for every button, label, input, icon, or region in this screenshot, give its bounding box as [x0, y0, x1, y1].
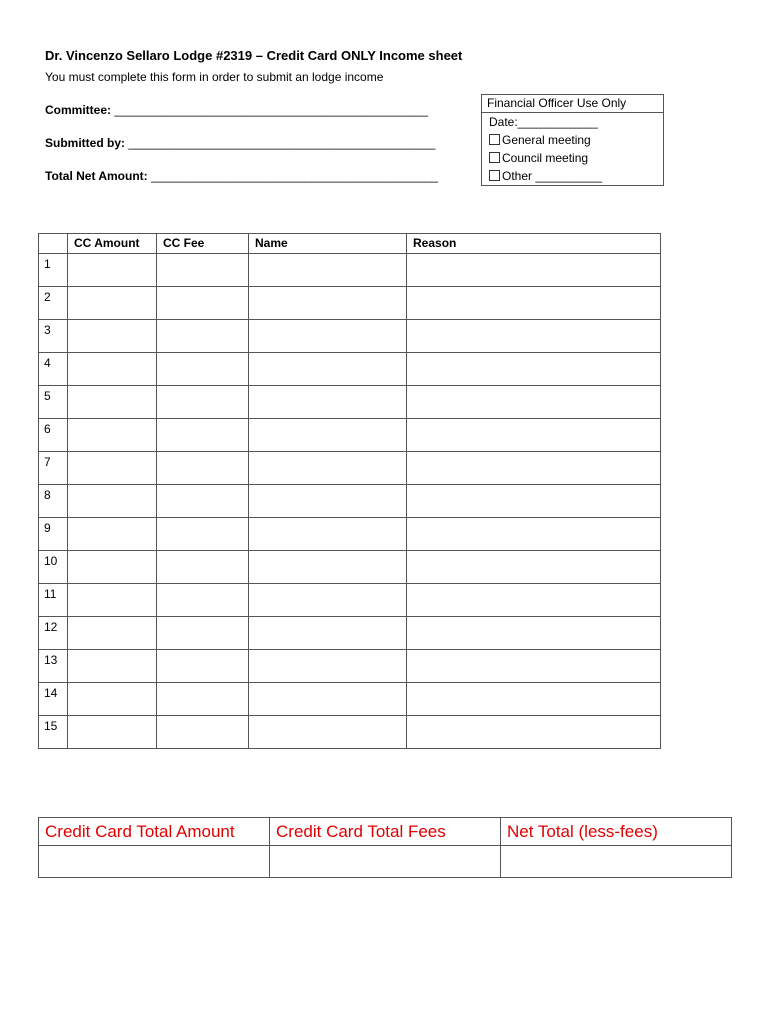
credit-card-total-fees-header: Credit Card Total Fees	[270, 818, 501, 846]
header-cc-amount: CC Amount	[68, 234, 157, 254]
cc-fee-cell[interactable]	[157, 254, 249, 287]
table-row	[39, 584, 661, 617]
totals-header-row	[39, 818, 732, 846]
credit-card-total-amount-header: Credit Card Total Amount	[39, 818, 270, 846]
row-number: 2	[39, 287, 68, 320]
financial-officer-heading: Financial Officer Use Only	[482, 95, 663, 113]
credit-card-total-fees-cell[interactable]	[270, 846, 501, 878]
table-row	[39, 320, 661, 353]
reason-cell[interactable]	[407, 683, 661, 716]
reason-cell[interactable]	[407, 716, 661, 749]
checkbox-icon[interactable]	[489, 134, 500, 145]
row-number: 7	[39, 452, 68, 485]
cc-amount-cell[interactable]	[68, 617, 157, 650]
table-row	[39, 287, 661, 320]
name-cell[interactable]	[249, 452, 407, 485]
header-cc-fee: CC Fee	[157, 234, 249, 254]
name-cell[interactable]	[249, 551, 407, 584]
name-cell[interactable]	[249, 683, 407, 716]
name-cell[interactable]	[249, 320, 407, 353]
cc-amount-cell[interactable]	[68, 485, 157, 518]
form-title: Dr. Vincenzo Sellaro Lodge #2319 – Credit Card ONLY Income sheet	[45, 48, 463, 63]
cc-amount-cell[interactable]	[68, 518, 157, 551]
reason-cell[interactable]	[407, 419, 661, 452]
cc-fee-cell[interactable]	[157, 353, 249, 386]
table-row	[39, 518, 661, 551]
submitted-by-line[interactable]: ______________________________________________	[128, 136, 436, 150]
row-number: 8	[39, 485, 68, 518]
submitted-by-label: Submitted by:	[45, 136, 125, 150]
name-cell[interactable]	[249, 485, 407, 518]
financial-officer-date[interactable]: Date:____________	[489, 115, 598, 129]
row-number: 10	[39, 551, 68, 584]
cc-fee-cell[interactable]	[157, 452, 249, 485]
row-number: 3	[39, 320, 68, 353]
net-total-cell[interactable]	[501, 846, 732, 878]
reason-cell[interactable]	[407, 353, 661, 386]
cc-amount-cell[interactable]	[68, 320, 157, 353]
cc-fee-cell[interactable]	[157, 419, 249, 452]
name-cell[interactable]	[249, 254, 407, 287]
cc-fee-cell[interactable]	[157, 584, 249, 617]
net-total-header: Net Total (less-fees)	[501, 818, 732, 846]
financial-officer-box	[481, 94, 664, 186]
totals-value-row	[39, 846, 732, 878]
reason-cell[interactable]	[407, 551, 661, 584]
header-number	[39, 234, 68, 254]
cc-amount-cell[interactable]	[68, 716, 157, 749]
reason-cell[interactable]	[407, 320, 661, 353]
reason-cell[interactable]	[407, 452, 661, 485]
total-net-amount-field[interactable]	[45, 169, 438, 183]
table-row	[39, 551, 661, 584]
table-row	[39, 485, 661, 518]
checkbox-icon[interactable]	[489, 170, 500, 181]
row-number: 6	[39, 419, 68, 452]
row-number: 12	[39, 617, 68, 650]
cc-amount-cell[interactable]	[68, 584, 157, 617]
cc-fee-cell[interactable]	[157, 617, 249, 650]
reason-cell[interactable]	[407, 584, 661, 617]
checkbox-icon[interactable]	[489, 152, 500, 163]
table-row	[39, 353, 661, 386]
option-council-meeting[interactable]: Council meeting	[482, 149, 663, 167]
cc-fee-cell[interactable]	[157, 683, 249, 716]
reason-cell[interactable]	[407, 287, 661, 320]
cc-amount-cell[interactable]	[68, 683, 157, 716]
name-cell[interactable]	[249, 617, 407, 650]
committee-label: Committee:	[45, 103, 112, 117]
cc-fee-cell[interactable]	[157, 650, 249, 683]
cc-amount-cell[interactable]	[68, 287, 157, 320]
table-row	[39, 650, 661, 683]
income-table	[38, 233, 661, 749]
cc-fee-cell[interactable]	[157, 386, 249, 419]
reason-cell[interactable]	[407, 617, 661, 650]
name-cell[interactable]	[249, 584, 407, 617]
cc-fee-cell[interactable]	[157, 716, 249, 749]
option-general-meeting[interactable]: General meeting	[482, 131, 663, 149]
table-row	[39, 254, 661, 287]
cc-fee-cell[interactable]	[157, 551, 249, 584]
cc-amount-cell[interactable]	[68, 452, 157, 485]
row-number: 9	[39, 518, 68, 551]
name-cell[interactable]	[249, 287, 407, 320]
header-name: Name	[249, 234, 407, 254]
row-number: 15	[39, 716, 68, 749]
name-cell[interactable]	[249, 353, 407, 386]
table-row	[39, 419, 661, 452]
cc-fee-cell[interactable]	[157, 320, 249, 353]
name-cell[interactable]	[249, 650, 407, 683]
cc-amount-cell[interactable]	[68, 254, 157, 287]
table-row	[39, 386, 661, 419]
row-number: 13	[39, 650, 68, 683]
header-reason: Reason	[407, 234, 661, 254]
cc-amount-cell[interactable]	[68, 650, 157, 683]
row-number: 1	[39, 254, 68, 287]
submitted-by-field[interactable]	[45, 136, 435, 150]
committee-line[interactable]: _______________________________________________	[114, 103, 429, 117]
name-cell[interactable]	[249, 716, 407, 749]
totals-table	[38, 817, 732, 878]
cc-amount-cell[interactable]	[68, 386, 157, 419]
table-row	[39, 452, 661, 485]
name-cell[interactable]	[249, 419, 407, 452]
total-net-amount-line[interactable]: ___________________________________________	[151, 169, 438, 183]
table-row	[39, 617, 661, 650]
cc-amount-cell[interactable]	[68, 551, 157, 584]
row-number: 14	[39, 683, 68, 716]
cc-amount-cell[interactable]	[68, 419, 157, 452]
row-number: 11	[39, 584, 68, 617]
table-row	[39, 716, 661, 749]
name-cell[interactable]	[249, 518, 407, 551]
total-net-amount-label: Total Net Amount:	[45, 169, 148, 183]
row-number: 4	[39, 353, 68, 386]
committee-field[interactable]	[45, 103, 428, 117]
reason-cell[interactable]	[407, 485, 661, 518]
reason-cell[interactable]	[407, 650, 661, 683]
cc-fee-cell[interactable]	[157, 287, 249, 320]
cc-fee-cell[interactable]	[157, 485, 249, 518]
table-header-row	[39, 234, 661, 254]
cc-fee-cell[interactable]	[157, 518, 249, 551]
cc-amount-cell[interactable]	[68, 353, 157, 386]
table-row	[39, 683, 661, 716]
credit-card-total-amount-cell[interactable]	[39, 846, 270, 878]
form-subtitle: You must complete this form in order to submit an lodge income	[45, 70, 384, 84]
row-number: 5	[39, 386, 68, 419]
reason-cell[interactable]	[407, 386, 661, 419]
reason-cell[interactable]	[407, 254, 661, 287]
option-other[interactable]: Other __________	[482, 167, 663, 185]
name-cell[interactable]	[249, 386, 407, 419]
reason-cell[interactable]	[407, 518, 661, 551]
